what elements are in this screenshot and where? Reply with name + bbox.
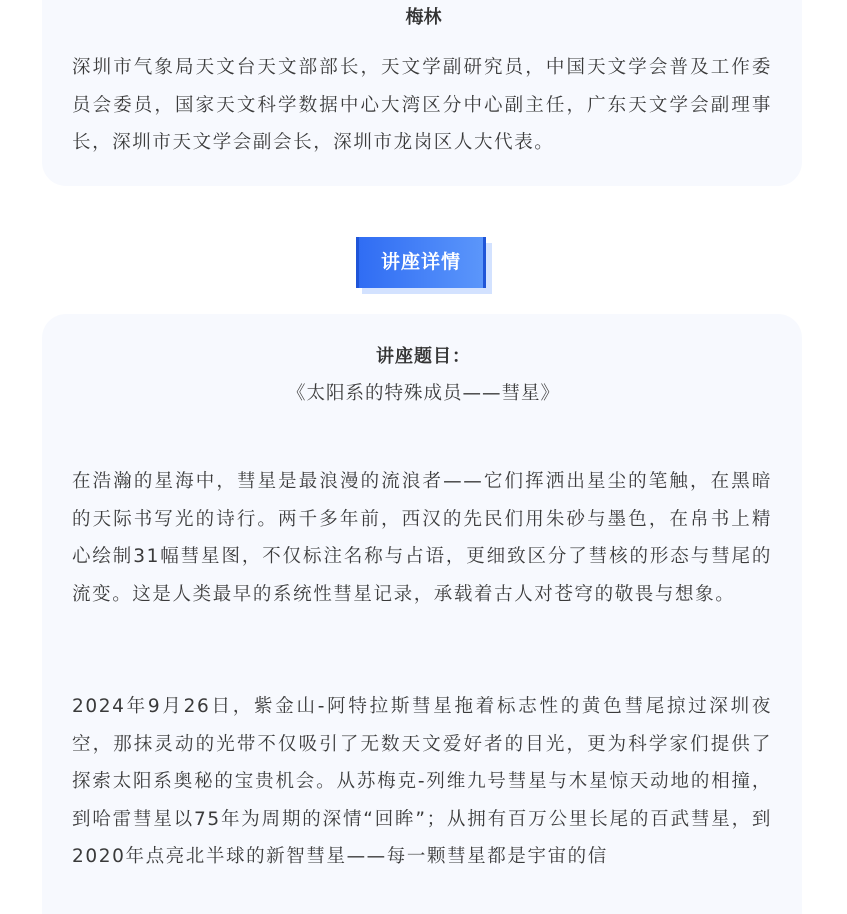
lecture-title: 《太阳系的特殊成员——彗星》 [286,383,560,404]
speaker-bio: 深圳市气象局天文台天文部部长，天文学副研究员，中国天文学会普及工作委员会委员，国家天文科学数据中心大湾区分中心副主任，广东天文学会副理事长，深圳市天文学会副会长，深圳市龙岗区人大代表。 [72,57,772,153]
lecture-title-label: 讲座题目： [376,346,471,367]
lecture-paragraph: 在浩瀚的星海中，彗星是最浪漫的流浪者——它们挥洒出星尘的笔触，在黑暗的天际书写光的诗行。两千多年前，西汉的先民们用朱砂与墨色，在帛书上精心绘制31幅彗星图，不仅标注名称与占语，更细致区分了彗核的形态与彗尾的流变。这是人类最早的系统性彗星记录，承载着古人对苍穹的敬畏与想象。 [72,471,772,605]
speaker-name: 梅林 [405,7,442,28]
section-badge-label: 讲座详情 [356,237,486,288]
section-badge [356,237,492,294]
lecture-paragraph: 2024年9月26日，紫金山-阿特拉斯彗星拖着标志性的黄色彗尾掠过深圳夜空，那抹灵动的光带不仅吸引了无数天文爱好者的目光，更为科学家们提供了探索太阳系奥秘的宝贵机会。从苏梅克-列维九号彗星与木星惊天动地的相撞，到哈雷彗星以75年为周期的深情“回眸”；从拥有百万公里长尾的百武彗星，到2020年点亮北半球的新智彗星——每一颗彗星都是宇宙的信 [72,696,772,867]
